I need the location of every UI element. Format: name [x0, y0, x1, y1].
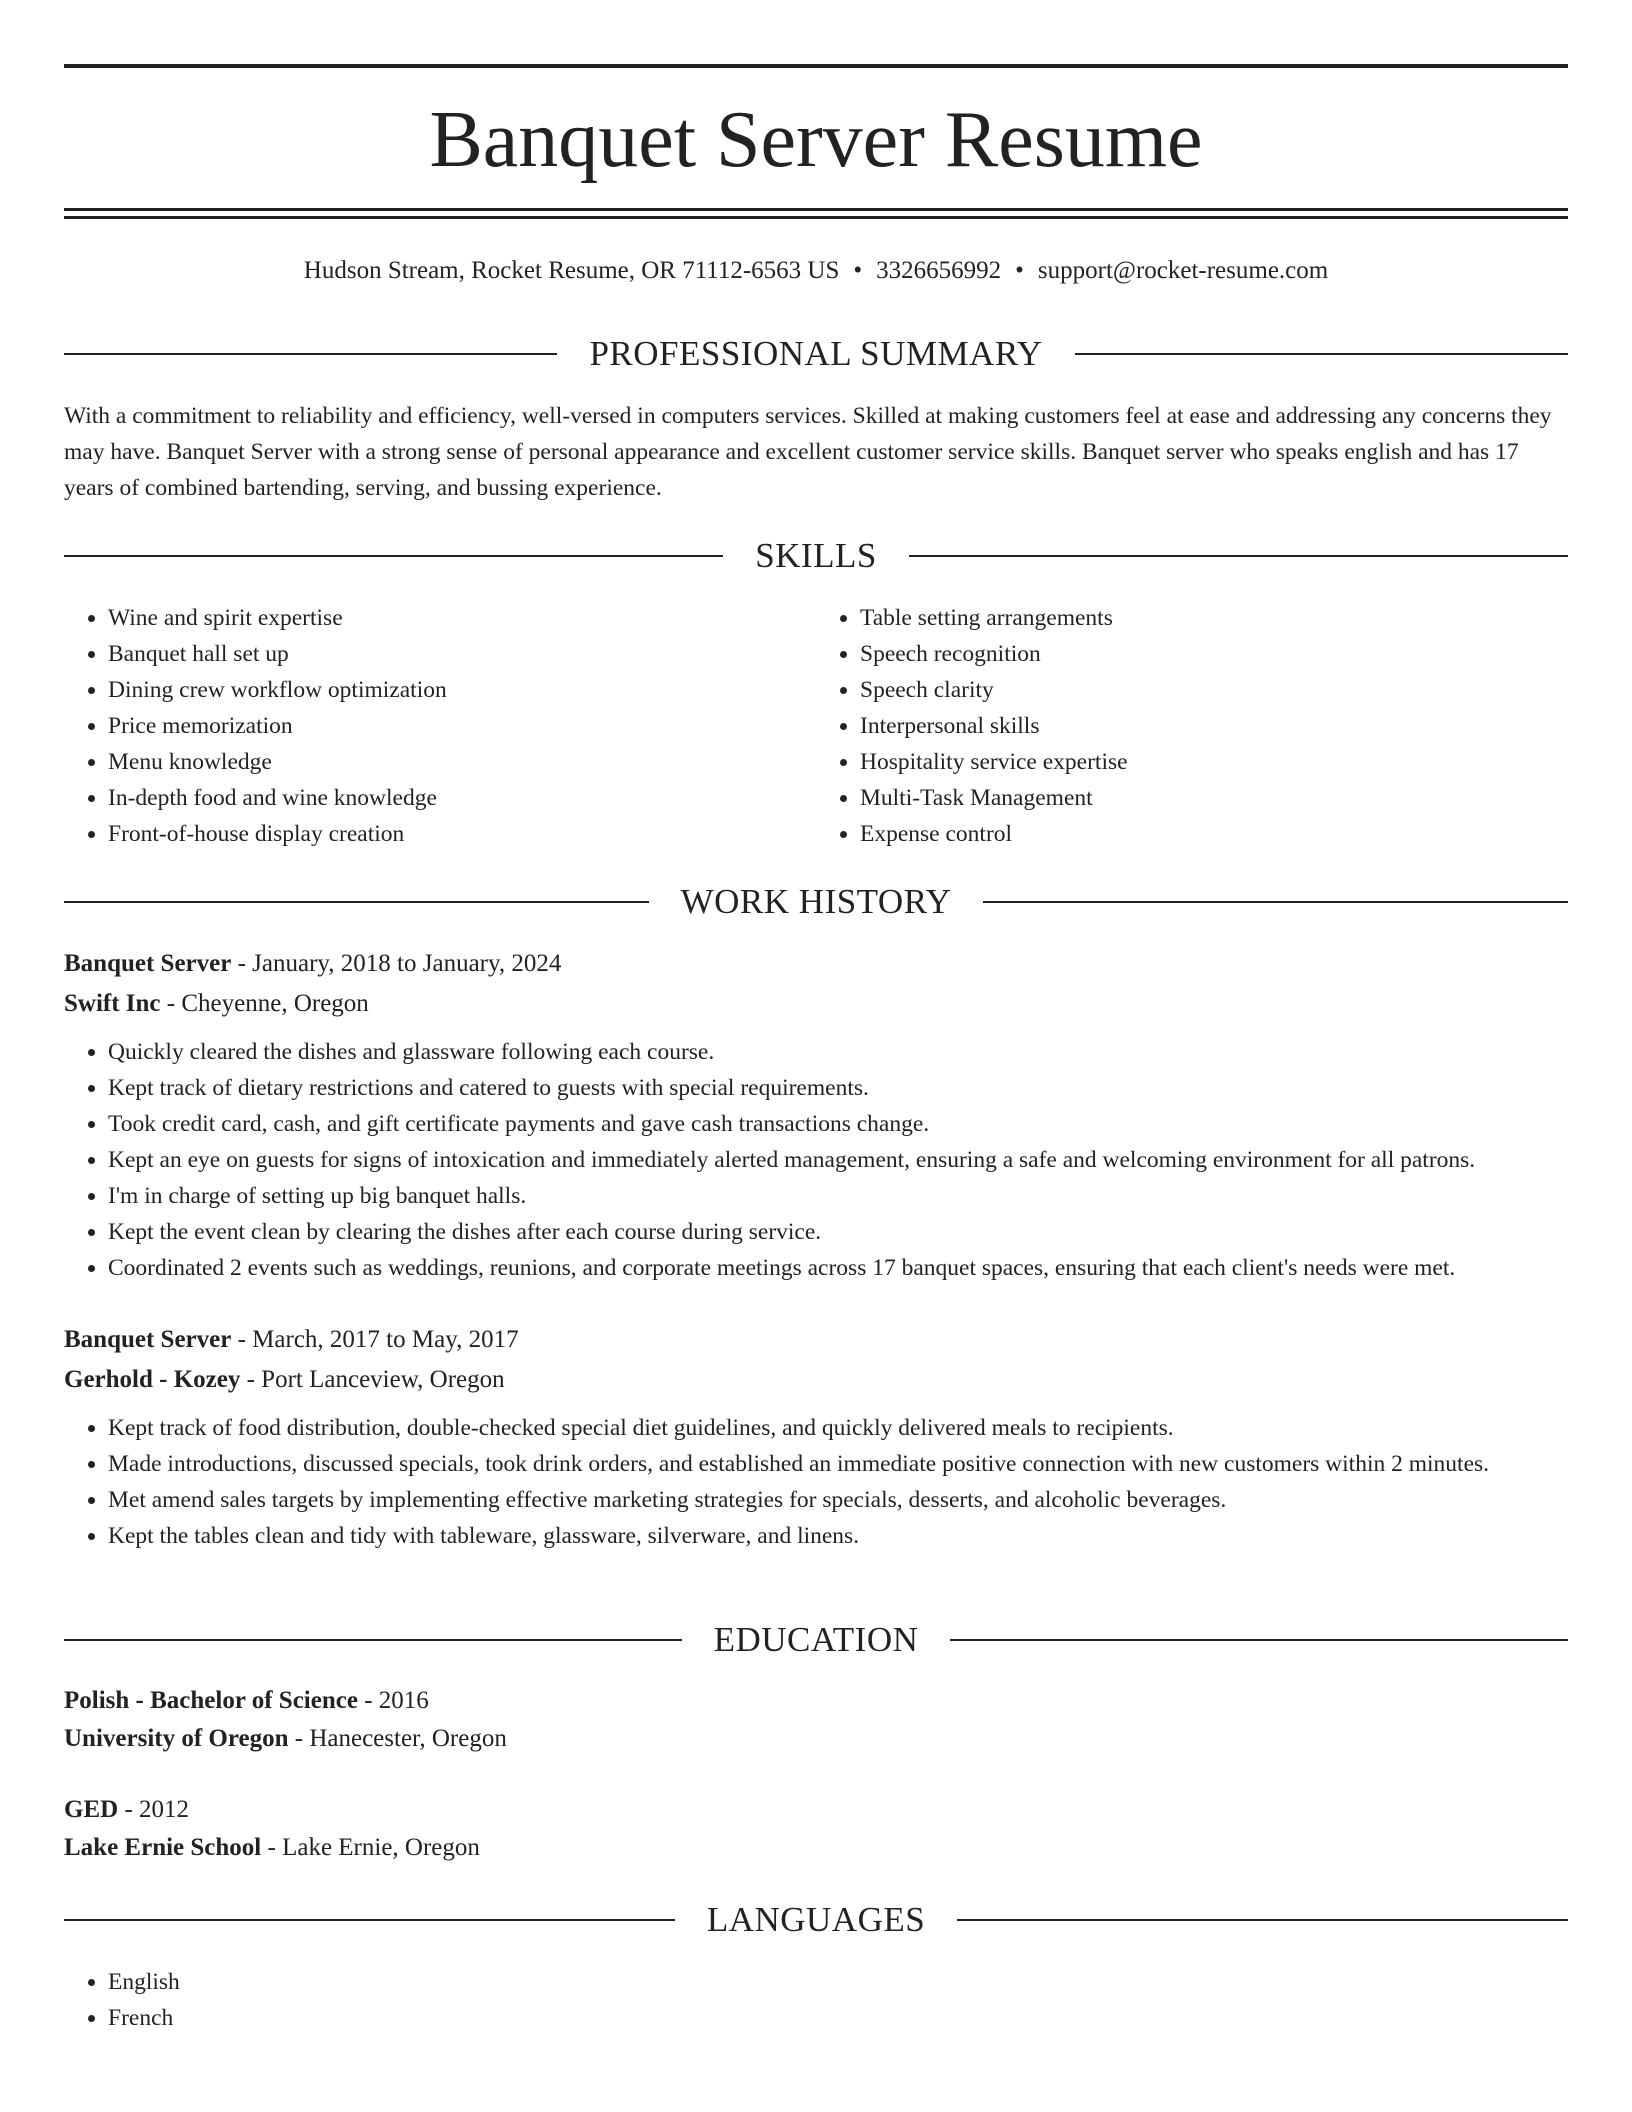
heading-rule [950, 1639, 1568, 1641]
degree: Polish - Bachelor of Science [64, 1687, 358, 1714]
job-bullet: • Kept the tables clean and tidy with tableware, glassware, silverware, and linens. [108, 1518, 1568, 1554]
skill-item: • Price memorization [108, 708, 816, 744]
title-rule-lower [64, 216, 1568, 219]
job-company-line [64, 984, 1568, 1024]
skill-item: • Expense control [860, 816, 1568, 852]
heading-rule [64, 353, 557, 355]
contact-address: Hudson Stream, Rocket Resume, OR 71112-6563 US [303, 257, 840, 284]
education-entry [64, 1682, 1568, 1758]
contact-info [64, 254, 1568, 288]
skill-item: • Banquet hall set up [108, 636, 816, 672]
section-title: PROFESSIONAL SUMMARY [589, 334, 1043, 373]
degree-year: - 2016 [357, 1687, 429, 1714]
school: University of Oregon [64, 1725, 289, 1752]
contact-email: support@rocket-resume.com [1037, 257, 1329, 284]
skill-item: • Menu knowledge [108, 744, 816, 780]
job-bullet: • Met amend sales targets by implementing effective marketing strategies for specials, desserts, and alcoholic beverages. [108, 1482, 1568, 1518]
degree: GED [64, 1796, 119, 1823]
page-title: Banquet Server Resume [429, 96, 1203, 184]
section-title: SKILLS [755, 536, 877, 575]
job-bullet: • Coordinated 2 events such as weddings, reunions, and corporate meetings across 17 banquet spaces, ensuring that each client's needs were met. [108, 1250, 1568, 1286]
school-location: - Lake Ernie, Oregon [261, 1834, 480, 1861]
heading-rule [64, 1919, 675, 1921]
section-title: LANGUAGES [706, 1900, 926, 1939]
education-entry [64, 1791, 1568, 1867]
school-location: - Hanecester, Oregon [288, 1725, 507, 1752]
job-bullet: • Kept track of dietary restrictions and catered to guests with special requirements. [108, 1070, 1568, 1106]
job-dates: - March, 2017 to May, 2017 [231, 1326, 519, 1353]
degree-year: - 2012 [118, 1796, 190, 1823]
summary-block [64, 398, 1568, 506]
skill-item: • Hospitality service expertise [860, 744, 1568, 780]
school: Lake Ernie School [64, 1834, 262, 1861]
job-bullets [64, 1034, 1568, 1286]
skills-column-right [816, 600, 1568, 852]
heading-rule [64, 555, 723, 557]
job-title-line [64, 1320, 1568, 1360]
section-heading-summary [64, 332, 1568, 376]
skill-item: • Front-of-house display creation [108, 816, 816, 852]
heading-rule [64, 1639, 682, 1641]
heading-rule [957, 1919, 1568, 1921]
job-company-line [64, 1360, 1568, 1400]
job-company: Gerhold - Kozey [64, 1366, 241, 1393]
section-title: EDUCATION [713, 1620, 919, 1659]
section-heading-languages [64, 1898, 1568, 1942]
job-location: - Cheyenne, Oregon [160, 990, 369, 1017]
languages-bullets [64, 1964, 1568, 2036]
job-title: Banquet Server [64, 950, 232, 977]
contact-separator: • [1015, 257, 1024, 284]
top-rule [64, 64, 1568, 68]
job-bullet: • Made introductions, discussed specials, took drink orders, and established an immediate positive connection with new customers within 2 minutes. [108, 1446, 1568, 1482]
section-heading-education [64, 1618, 1568, 1662]
job-company: Swift Inc [64, 990, 161, 1017]
contact-separator: • [853, 257, 863, 284]
languages-list [64, 1964, 1568, 2036]
heading-rule [983, 901, 1568, 903]
language-item: • English [108, 1964, 1568, 2000]
job-entry [64, 944, 1568, 1286]
skill-item: • Interpersonal skills [860, 708, 1568, 744]
heading-rule [1075, 353, 1568, 355]
job-bullet: • I'm in charge of setting up big banquet halls. [108, 1178, 1568, 1214]
degree-line [64, 1682, 1568, 1720]
title-rule-upper [64, 208, 1568, 211]
skill-item: • Speech clarity [860, 672, 1568, 708]
skill-item: • Multi-Task Management [860, 780, 1568, 816]
skill-item: • Table setting arrangements [860, 600, 1568, 636]
section-title: WORK HISTORY [680, 882, 952, 921]
job-bullet: • Quickly cleared the dishes and glassware following each course. [108, 1034, 1568, 1070]
job-title-line [64, 944, 1568, 984]
job-bullet: • Kept an eye on guests for signs of intoxication and immediately alerted management, ensuring a safe and welcoming environment for all patrons. [108, 1142, 1568, 1178]
language-item: • French [108, 2000, 1568, 2036]
job-bullet: • Kept the event clean by clearing the dishes after each course during service. [108, 1214, 1568, 1250]
job-bullets [64, 1410, 1568, 1554]
skill-item: • Speech recognition [860, 636, 1568, 672]
degree-line [64, 1791, 1568, 1829]
skills-column-left [64, 600, 816, 852]
school-line [64, 1720, 1568, 1758]
job-dates: - January, 2018 to January, 2024 [231, 950, 562, 977]
skill-item: • In-depth food and wine knowledge [108, 780, 816, 816]
school-line [64, 1829, 1568, 1867]
heading-rule [909, 555, 1568, 557]
job-location: - Port Lanceview, Oregon [240, 1366, 505, 1393]
section-heading-work [64, 880, 1568, 924]
job-bullet: • Kept track of food distribution, double-checked special diet guidelines, and quickly delivered meals to recipients. [108, 1410, 1568, 1446]
job-title: Banquet Server [64, 1326, 232, 1353]
job-entry [64, 1320, 1568, 1554]
summary-text: With a commitment to reliability and efficiency, well-versed in computers services. Skilled at making customers feel at ease and addressing any concerns they may have. Banquet Server with a strong sense of personal appearance and excellent customer service skills. Banquet server who speaks english and has 17 years of combined bartending, serving, and bussing experience. [64, 403, 1552, 501]
job-bullet: • Took credit card, cash, and gift certificate payments and gave cash transactions change. [108, 1106, 1568, 1142]
skill-item: • Wine and spirit expertise [108, 600, 816, 636]
section-heading-skills [64, 534, 1568, 578]
skills-list [64, 600, 1568, 852]
skill-item: • Dining crew workflow optimization [108, 672, 816, 708]
contact-phone: 3326656992 [876, 257, 1002, 284]
heading-rule [64, 901, 649, 903]
